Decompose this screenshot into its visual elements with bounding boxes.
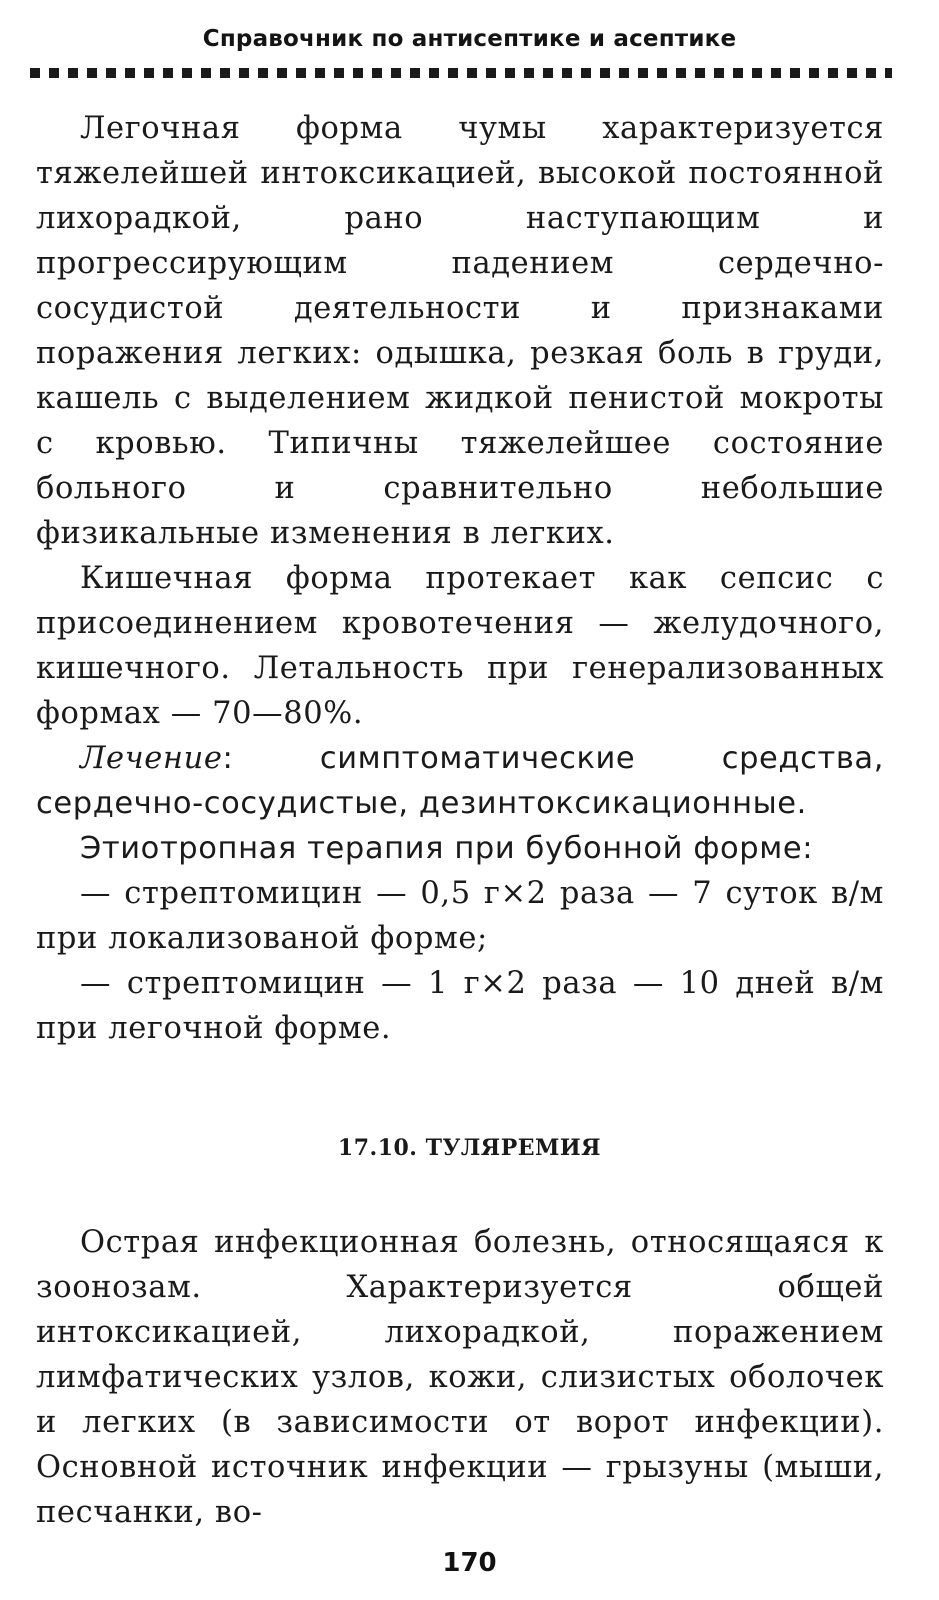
tularemia-text-block	[36, 1220, 884, 1535]
paragraph-etiotropic: Этиотропная терапия при бубонной форме:	[80, 831, 814, 866]
plague-text-block	[36, 106, 884, 1051]
paragraph-dose-1: — стрептомицин — 0,5 г×2 раза — 7 суток в/м при локализованой форме;	[36, 876, 884, 956]
paragraph-treatment	[36, 736, 884, 826]
paragraph-pulmonary-form: Легочная форма чумы характеризуется тяжелейшей интоксикацией, высокой постоянной лихорадкой, рано наступающим и прогрессирующим падением сердечно-сосудистой деятельности и признаками поражения легких: одышка, резкая боль в груди, кашель с выделением жидкой пенистой мокроты с кровью. Типичны тяжелейшее состояние больного и сравнительно небольшие физикальные изменения в легких.	[36, 111, 884, 551]
paragraph-intestinal-form: Кишечная форма протекает как сепсис с присоединением кровотечения — желудочного, кишечного. Летальность при генерализованных формах — 70—80%.	[36, 561, 884, 731]
treatment-text: : симптоматические средства, сердечно-сосудистые, дезинтоксикационные.	[36, 741, 884, 821]
running-head: Справочник по антисептике и асептике	[202, 26, 737, 52]
page-number: 170	[442, 1548, 497, 1578]
paragraph-dose-2: — стрептомицин — 1 г×2 раза — 10 дней в/м при легочной форме.	[36, 966, 884, 1046]
treatment-label: Лечение	[80, 741, 223, 776]
section-title: 17.10. ТУЛЯРЕМИЯ	[337, 1135, 602, 1161]
paragraph-tularemia-intro: Острая инфекционная болезнь, относящаяся к зоонозам. Характеризуется общей интоксикацией, лихорадкой, поражением лимфатических узлов, кожи, слизистых оболочек и легких (в зависимости от ворот инфекции). Основной источник инфекции — грызуны (мыши, песчанки, во-	[36, 1225, 884, 1530]
header-dashed-rule	[30, 68, 892, 78]
